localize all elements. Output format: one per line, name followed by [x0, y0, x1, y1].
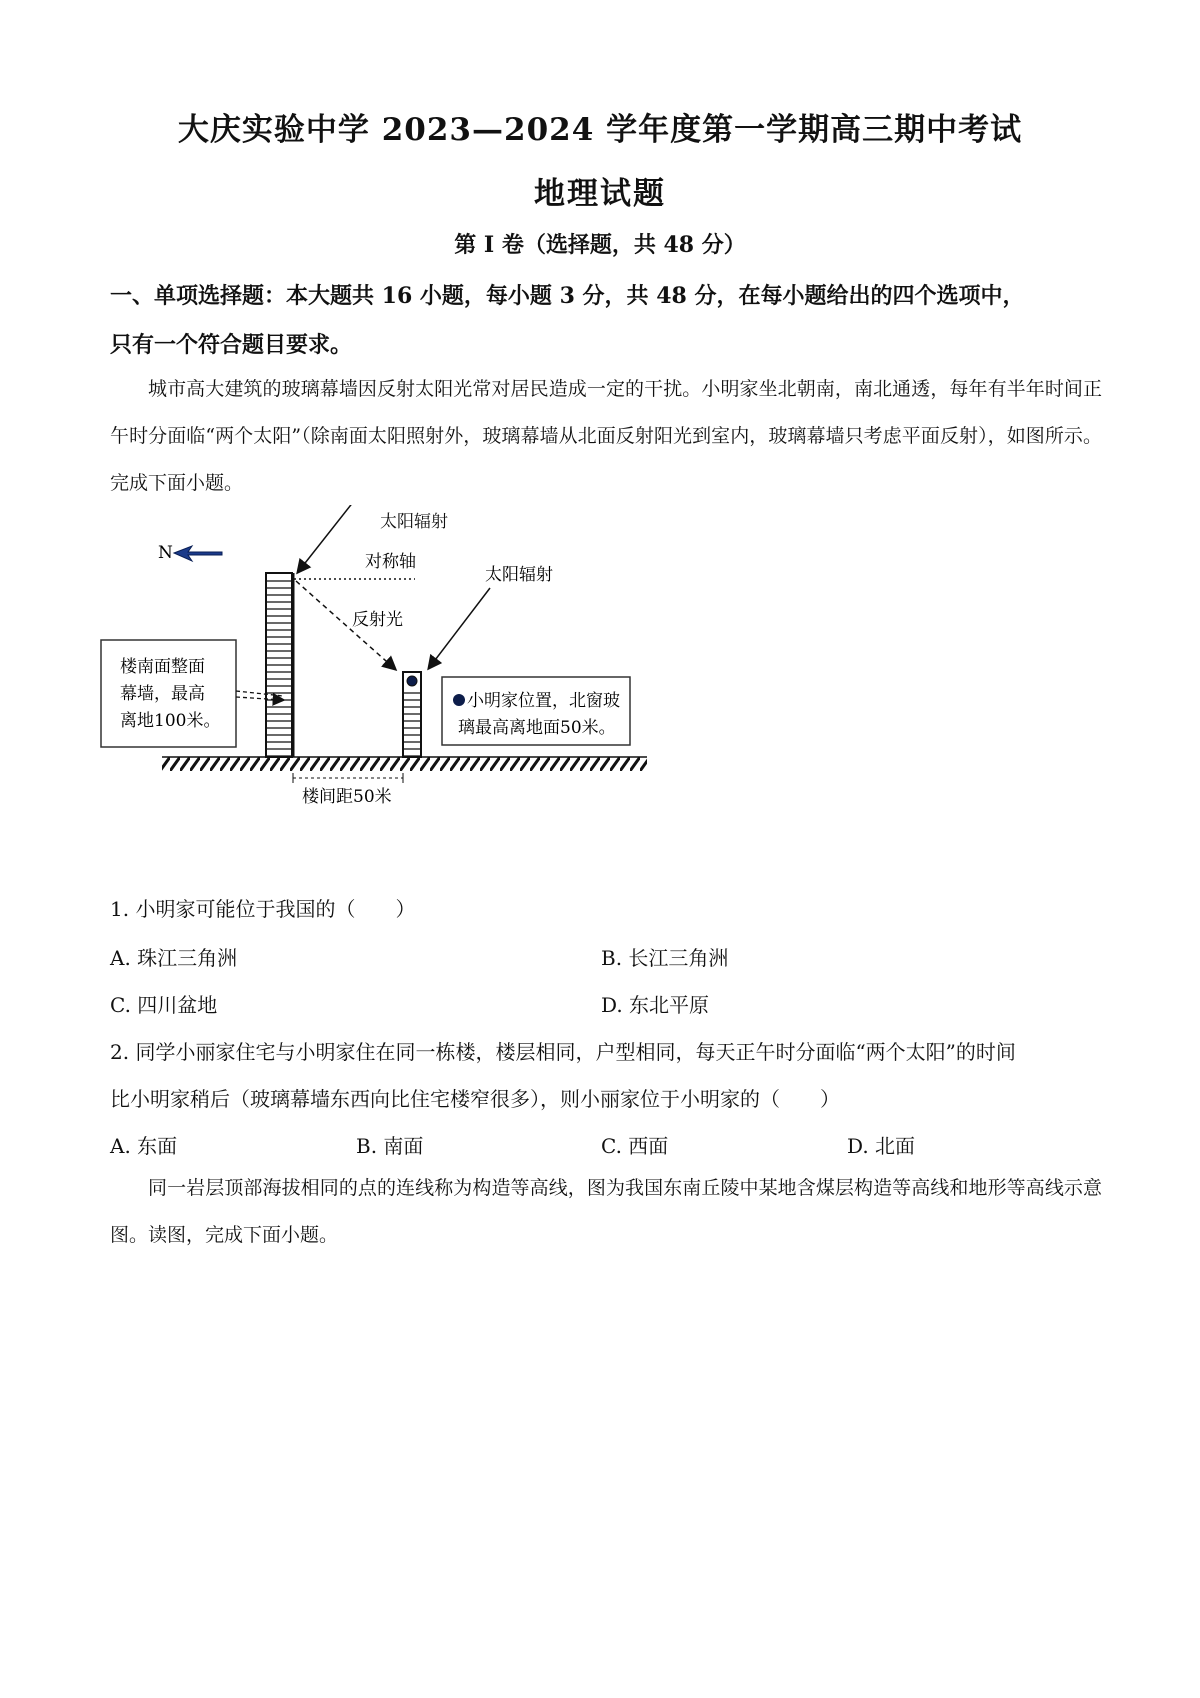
xiaoming-note-line2: 璃最高离地面50米。 — [458, 718, 616, 738]
passage-glass-curtain-wall: 城市高大建筑的玻璃幕墙因反射太阳光常对居民造成一定的干扰。小明家坐北朝南，南北通透，每年有半年时间正午时分面临“两个太阳”（除南面太阳照射外，玻璃幕墙从北面反射阳光到室内，玻璃幕墙只考虑平面反射），如图所示。完成下面小题。 — [110, 378, 1102, 494]
sun-radiation-label-2: 太阳辐射 — [485, 565, 553, 585]
q2-option-c[interactable]: C. 西面 — [601, 1134, 669, 1158]
q2-stem-line1: 2. 同学小丽家住宅与小明家住在同一栋楼，楼层相同，户型相同，每天正午时分面临“两个太阳”的时间 — [110, 1040, 1016, 1064]
xiaoming-building — [403, 672, 421, 757]
volume-heading: 第 I 卷（选择题，共 48 分） — [454, 232, 746, 258]
sun-radiation-label-1: 太阳辐射 — [380, 512, 448, 532]
reflected-light-label: 反射光 — [352, 610, 403, 630]
xiaoming-note-marker-icon — [453, 694, 465, 706]
exam-title: 大庆实验中学 2023—2024 学年度第一学期高三期中考试 — [177, 112, 1023, 148]
ground-hatch — [162, 757, 647, 771]
q2-stem-line2: 比小明家稍后（玻璃幕墙东西向比住宅楼窄很多），则小丽家位于小明家的（ ） — [110, 1087, 840, 1111]
q2-option-a[interactable]: A. 东面 — [110, 1134, 178, 1158]
curtain-wall-note-line2: 幕墙，最高 — [120, 684, 205, 704]
q1-option-b[interactable]: B. 长江三角洲 — [601, 946, 729, 970]
tall-building — [266, 573, 293, 757]
q1-option-d[interactable]: D. 东北平原 — [601, 993, 710, 1017]
north-label: N — [158, 543, 173, 563]
symmetry-axis-label: 对称轴 — [365, 552, 416, 572]
q1-option-c[interactable]: C. 四川盆地 — [110, 993, 218, 1017]
xiaoming-note-line1: 小明家位置，北窗玻 — [467, 691, 620, 711]
building-reflection-figure — [100, 505, 660, 875]
curtain-wall-note-line1: 楼南面整面 — [120, 657, 205, 677]
q1-stem: 1. 小明家可能位于我国的（ ） — [110, 897, 416, 921]
north-arrow-icon — [158, 543, 222, 563]
sun-ray-1-line — [298, 505, 365, 572]
q1-option-a[interactable]: A. 珠江三角洲 — [110, 946, 238, 970]
exam-subject: 地理试题 — [534, 176, 666, 212]
passage-structural-contours: 同一岩层顶部海拔相同的点的连线称为构造等高线，图为我国东南丘陵中某地含煤层构造等高线和地形等高线示意图。读图，完成下面小题。 — [110, 1177, 1102, 1246]
xiaoming-home-marker-icon — [407, 676, 417, 686]
q2-option-b[interactable]: B. 南面 — [356, 1134, 424, 1158]
curtain-wall-note-line3: 离地100米。 — [120, 711, 221, 731]
section-instruction-line2: 只有一个符合题目要求。 — [110, 332, 353, 358]
sun-ray-2-line — [429, 588, 490, 668]
q2-option-d[interactable]: D. 北面 — [847, 1134, 916, 1158]
distance-label: 楼间距50米 — [302, 787, 392, 807]
section-instruction-line1: 一、单项选择题：本大题共 16 小题，每小题 3 分，共 48 分，在每小题给出的四个选项中， — [110, 283, 1025, 309]
